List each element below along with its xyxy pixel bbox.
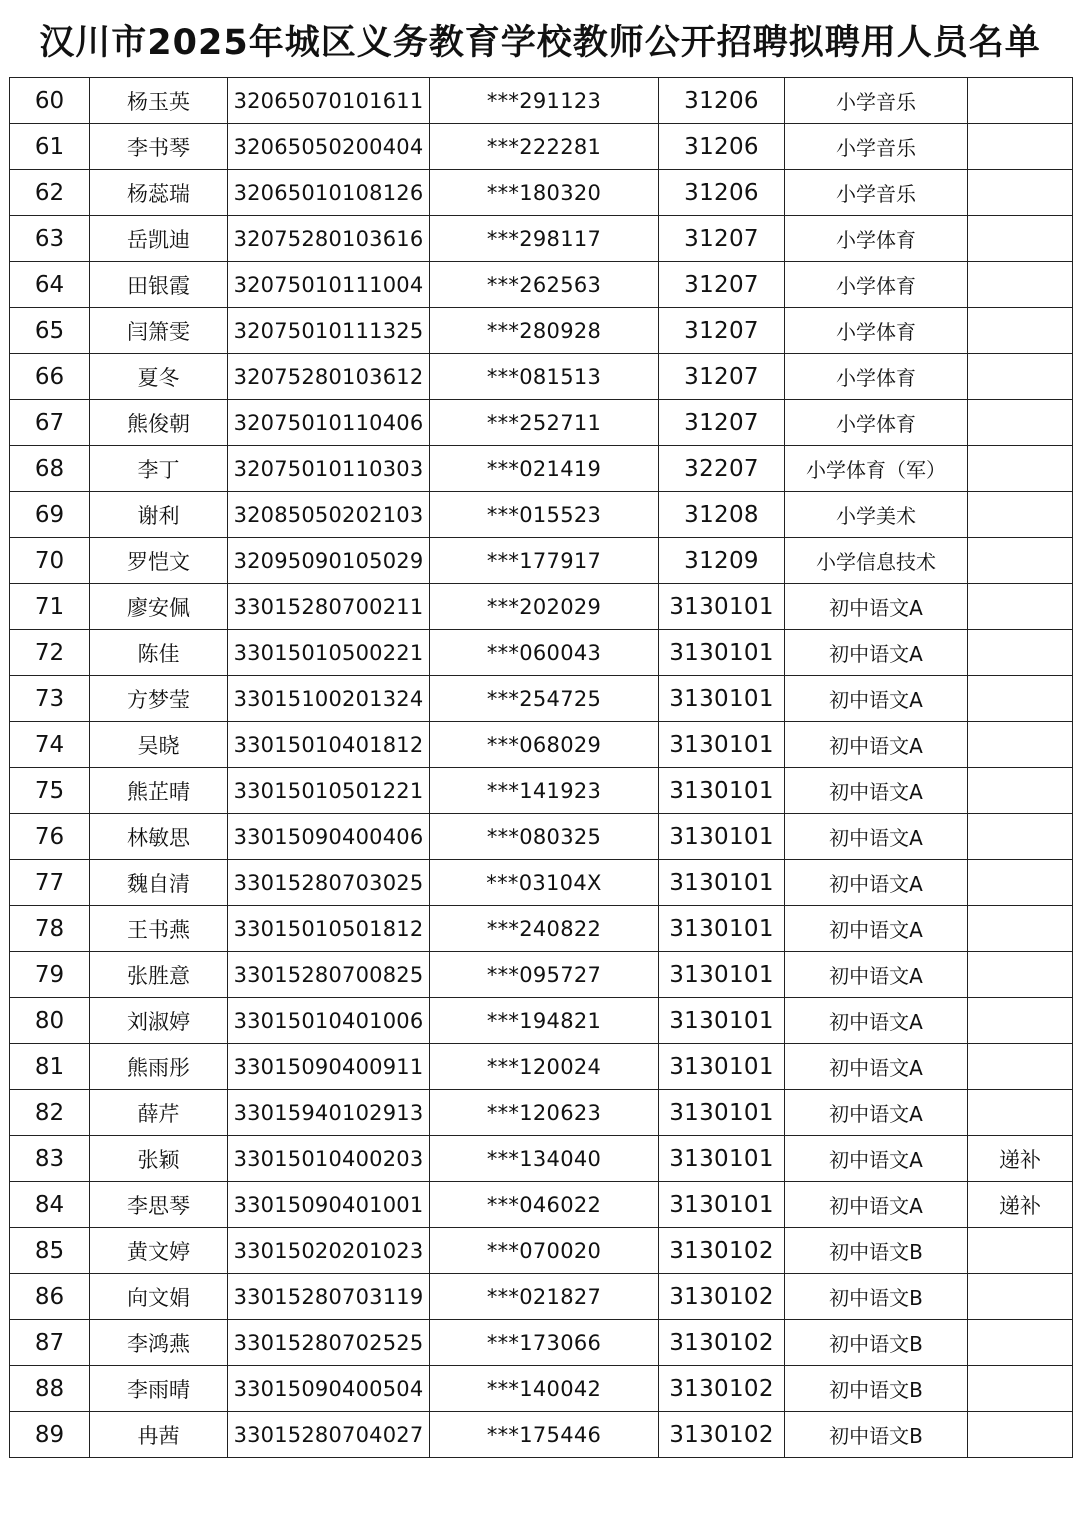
seq-cell: 89	[10, 1412, 90, 1458]
exam-number-cell: 32065010108126	[228, 170, 430, 216]
remark-cell	[968, 308, 1073, 354]
subject-cell: 初中语文A	[785, 630, 968, 676]
post-code-cell: 3130101	[659, 1136, 785, 1182]
id-number-cell: ***141923	[430, 768, 659, 814]
seq-cell: 70	[10, 538, 90, 584]
seq-cell: 81	[10, 1044, 90, 1090]
subject-cell: 小学体育（军）	[785, 446, 968, 492]
remark-cell	[968, 1366, 1073, 1412]
table-row	[10, 1182, 1073, 1228]
subject-cell: 小学音乐	[785, 124, 968, 170]
table-row	[10, 676, 1073, 722]
subject-cell: 小学体育	[785, 354, 968, 400]
subject-cell: 小学音乐	[785, 78, 968, 124]
exam-number-cell: 33015010401812	[228, 722, 430, 768]
exam-number-cell: 33015010500221	[228, 630, 430, 676]
post-code-cell: 3130101	[659, 584, 785, 630]
seq-cell: 65	[10, 308, 90, 354]
exam-number-cell: 32095090105029	[228, 538, 430, 584]
name-cell: 熊俊朝	[90, 400, 228, 446]
remark-cell	[968, 354, 1073, 400]
exam-number-cell: 33015010501812	[228, 906, 430, 952]
table-row	[10, 1136, 1073, 1182]
table-row	[10, 1412, 1073, 1458]
name-cell: 廖安佩	[90, 584, 228, 630]
seq-cell: 88	[10, 1366, 90, 1412]
post-code-cell: 3130102	[659, 1412, 785, 1458]
post-code-cell: 3130101	[659, 998, 785, 1044]
name-cell: 夏冬	[90, 354, 228, 400]
seq-cell: 67	[10, 400, 90, 446]
exam-number-cell: 32065050200404	[228, 124, 430, 170]
remark-cell	[968, 216, 1073, 262]
table-row	[10, 400, 1073, 446]
subject-cell: 初中语文B	[785, 1412, 968, 1458]
subject-cell: 初中语文A	[785, 584, 968, 630]
seq-cell: 72	[10, 630, 90, 676]
post-code-cell: 3130101	[659, 630, 785, 676]
subject-cell: 初中语文A	[785, 814, 968, 860]
seq-cell: 66	[10, 354, 90, 400]
subject-cell: 初中语文B	[785, 1366, 968, 1412]
remark-cell	[968, 1090, 1073, 1136]
name-cell: 罗恺文	[90, 538, 228, 584]
remark-cell	[968, 768, 1073, 814]
post-code-cell: 32207	[659, 446, 785, 492]
exam-number-cell: 32075010111004	[228, 262, 430, 308]
name-cell: 岳凯迪	[90, 216, 228, 262]
table-row	[10, 630, 1073, 676]
subject-cell: 初中语文B	[785, 1320, 968, 1366]
seq-cell: 73	[10, 676, 90, 722]
post-code-cell: 3130101	[659, 1182, 785, 1228]
remark-cell	[968, 1320, 1073, 1366]
id-number-cell: ***060043	[430, 630, 659, 676]
name-cell: 熊雨彤	[90, 1044, 228, 1090]
seq-cell: 62	[10, 170, 90, 216]
subject-cell: 初中语文A	[785, 1182, 968, 1228]
id-number-cell: ***068029	[430, 722, 659, 768]
id-number-cell: ***298117	[430, 216, 659, 262]
post-code-cell: 31207	[659, 308, 785, 354]
seq-cell: 69	[10, 492, 90, 538]
name-cell: 冉茜	[90, 1412, 228, 1458]
seq-cell: 79	[10, 952, 90, 998]
table-row	[10, 1320, 1073, 1366]
remark-cell	[968, 78, 1073, 124]
subject-cell: 初中语文A	[785, 998, 968, 1044]
table-row	[10, 584, 1073, 630]
exam-number-cell: 33015280703025	[228, 860, 430, 906]
id-number-cell: ***291123	[430, 78, 659, 124]
exam-number-cell: 33015280700825	[228, 952, 430, 998]
remark-cell	[968, 170, 1073, 216]
post-code-cell: 3130102	[659, 1320, 785, 1366]
post-code-cell: 31209	[659, 538, 785, 584]
subject-cell: 小学信息技术	[785, 538, 968, 584]
seq-cell: 87	[10, 1320, 90, 1366]
table-row	[10, 722, 1073, 768]
exam-number-cell: 33015280704027	[228, 1412, 430, 1458]
remark-cell	[968, 1044, 1073, 1090]
id-number-cell: ***134040	[430, 1136, 659, 1182]
id-number-cell: ***280928	[430, 308, 659, 354]
id-number-cell: ***021419	[430, 446, 659, 492]
post-code-cell: 31206	[659, 170, 785, 216]
name-cell: 陈佳	[90, 630, 228, 676]
id-number-cell: ***015523	[430, 492, 659, 538]
seq-cell: 76	[10, 814, 90, 860]
subject-cell: 小学体育	[785, 308, 968, 354]
subject-cell: 初中语文A	[785, 952, 968, 998]
name-cell: 张颖	[90, 1136, 228, 1182]
seq-cell: 68	[10, 446, 90, 492]
exam-number-cell: 33015090400406	[228, 814, 430, 860]
name-cell: 李鸿燕	[90, 1320, 228, 1366]
exam-number-cell: 33015010401006	[228, 998, 430, 1044]
post-code-cell: 3130101	[659, 768, 785, 814]
exam-number-cell: 33015280703119	[228, 1274, 430, 1320]
post-code-cell: 3130102	[659, 1366, 785, 1412]
id-number-cell: ***046022	[430, 1182, 659, 1228]
post-code-cell: 31207	[659, 262, 785, 308]
table-body	[10, 78, 1073, 1458]
subject-cell: 小学体育	[785, 216, 968, 262]
seq-cell: 75	[10, 768, 90, 814]
exam-number-cell: 33015100201324	[228, 676, 430, 722]
remark-cell	[968, 814, 1073, 860]
seq-cell: 74	[10, 722, 90, 768]
name-cell: 李书琴	[90, 124, 228, 170]
exam-number-cell: 33015010501221	[228, 768, 430, 814]
seq-cell: 84	[10, 1182, 90, 1228]
page-title: 汉川市2025年城区义务教育学校教师公开招聘拟聘用人员名单	[39, 23, 1041, 63]
subject-cell: 初中语文A	[785, 722, 968, 768]
table-row	[10, 1044, 1073, 1090]
name-cell: 闫箫雯	[90, 308, 228, 354]
subject-cell: 小学体育	[785, 262, 968, 308]
table-row	[10, 308, 1073, 354]
name-cell: 王书燕	[90, 906, 228, 952]
exam-number-cell: 33015090400911	[228, 1044, 430, 1090]
post-code-cell: 31207	[659, 216, 785, 262]
id-number-cell: ***202029	[430, 584, 659, 630]
seq-cell: 85	[10, 1228, 90, 1274]
post-code-cell: 31208	[659, 492, 785, 538]
seq-cell: 77	[10, 860, 90, 906]
table-row	[10, 906, 1073, 952]
id-number-cell: ***252711	[430, 400, 659, 446]
subject-cell: 初中语文A	[785, 1090, 968, 1136]
remark-cell	[968, 1274, 1073, 1320]
id-number-cell: ***175446	[430, 1412, 659, 1458]
name-cell: 谢利	[90, 492, 228, 538]
name-cell: 李丁	[90, 446, 228, 492]
id-number-cell: ***095727	[430, 952, 659, 998]
table-row	[10, 1090, 1073, 1136]
exam-number-cell: 33015090400504	[228, 1366, 430, 1412]
post-code-cell: 3130101	[659, 1044, 785, 1090]
remark-cell	[968, 630, 1073, 676]
remark-cell	[968, 124, 1073, 170]
name-cell: 熊芷晴	[90, 768, 228, 814]
seq-cell: 78	[10, 906, 90, 952]
exam-number-cell: 32075280103616	[228, 216, 430, 262]
id-number-cell: ***080325	[430, 814, 659, 860]
name-cell: 向文娟	[90, 1274, 228, 1320]
table-row	[10, 1274, 1073, 1320]
name-cell: 李思琴	[90, 1182, 228, 1228]
exam-number-cell: 33015090401001	[228, 1182, 430, 1228]
name-cell: 杨玉英	[90, 78, 228, 124]
id-number-cell: ***070020	[430, 1228, 659, 1274]
exam-number-cell: 32085050202103	[228, 492, 430, 538]
remark-cell	[968, 860, 1073, 906]
id-number-cell: ***194821	[430, 998, 659, 1044]
remark-cell	[968, 584, 1073, 630]
post-code-cell: 3130101	[659, 906, 785, 952]
table-row	[10, 170, 1073, 216]
remark-cell	[968, 400, 1073, 446]
name-cell: 方梦莹	[90, 676, 228, 722]
seq-cell: 63	[10, 216, 90, 262]
post-code-cell: 3130102	[659, 1228, 785, 1274]
post-code-cell: 31206	[659, 78, 785, 124]
exam-number-cell: 33015280702525	[228, 1320, 430, 1366]
exam-number-cell: 33015020201023	[228, 1228, 430, 1274]
subject-cell: 初中语文A	[785, 1044, 968, 1090]
table-row	[10, 952, 1073, 998]
table-row	[10, 446, 1073, 492]
name-cell: 杨蕊瑞	[90, 170, 228, 216]
exam-number-cell: 32075010111325	[228, 308, 430, 354]
table-row	[10, 1366, 1073, 1412]
id-number-cell: ***120623	[430, 1090, 659, 1136]
name-cell: 张胜意	[90, 952, 228, 998]
subject-cell: 初中语文B	[785, 1228, 968, 1274]
post-code-cell: 3130101	[659, 860, 785, 906]
exam-number-cell: 33015940102913	[228, 1090, 430, 1136]
subject-cell: 初中语文A	[785, 768, 968, 814]
id-number-cell: ***180320	[430, 170, 659, 216]
remark-cell	[968, 906, 1073, 952]
seq-cell: 80	[10, 998, 90, 1044]
subject-cell: 小学音乐	[785, 170, 968, 216]
id-number-cell: ***222281	[430, 124, 659, 170]
seq-cell: 61	[10, 124, 90, 170]
subject-cell: 初中语文A	[785, 676, 968, 722]
remark-cell: 递补	[968, 1182, 1073, 1228]
name-cell: 黄文婷	[90, 1228, 228, 1274]
remark-cell	[968, 722, 1073, 768]
id-number-cell: ***03104X	[430, 860, 659, 906]
subject-cell: 小学体育	[785, 400, 968, 446]
hiring-list-table	[9, 77, 1073, 1458]
exam-number-cell: 33015280700211	[228, 584, 430, 630]
remark-cell	[968, 262, 1073, 308]
id-number-cell: ***173066	[430, 1320, 659, 1366]
id-number-cell: ***254725	[430, 676, 659, 722]
name-cell: 薛芹	[90, 1090, 228, 1136]
name-cell: 刘淑婷	[90, 998, 228, 1044]
post-code-cell: 3130101	[659, 814, 785, 860]
table-row	[10, 78, 1073, 124]
table-row	[10, 1228, 1073, 1274]
remark-cell	[968, 1412, 1073, 1458]
name-cell: 吴晓	[90, 722, 228, 768]
seq-cell: 60	[10, 78, 90, 124]
name-cell: 林敏思	[90, 814, 228, 860]
exam-number-cell: 32075010110303	[228, 446, 430, 492]
remark-cell	[968, 952, 1073, 998]
subject-cell: 初中语文A	[785, 1136, 968, 1182]
exam-number-cell: 32075280103612	[228, 354, 430, 400]
post-code-cell: 31207	[659, 400, 785, 446]
table-row	[10, 538, 1073, 584]
subject-cell: 小学美术	[785, 492, 968, 538]
subject-cell: 初中语文A	[785, 906, 968, 952]
post-code-cell: 3130102	[659, 1274, 785, 1320]
post-code-cell: 3130101	[659, 1090, 785, 1136]
id-number-cell: ***177917	[430, 538, 659, 584]
remark-cell	[968, 1228, 1073, 1274]
seq-cell: 64	[10, 262, 90, 308]
table-row	[10, 216, 1073, 262]
seq-cell: 86	[10, 1274, 90, 1320]
post-code-cell: 31207	[659, 354, 785, 400]
id-number-cell: ***021827	[430, 1274, 659, 1320]
table-row	[10, 860, 1073, 906]
table-row	[10, 768, 1073, 814]
exam-number-cell: 32075010110406	[228, 400, 430, 446]
id-number-cell: ***262563	[430, 262, 659, 308]
table-row	[10, 354, 1073, 400]
id-number-cell: ***140042	[430, 1366, 659, 1412]
remark-cell	[968, 676, 1073, 722]
post-code-cell: 31206	[659, 124, 785, 170]
table-row	[10, 124, 1073, 170]
remark-cell	[968, 998, 1073, 1044]
seq-cell: 83	[10, 1136, 90, 1182]
remark-cell	[968, 446, 1073, 492]
subject-cell: 初中语文B	[785, 1274, 968, 1320]
name-cell: 李雨晴	[90, 1366, 228, 1412]
table-row	[10, 814, 1073, 860]
subject-cell: 初中语文A	[785, 860, 968, 906]
id-number-cell: ***120024	[430, 1044, 659, 1090]
name-cell: 田银霞	[90, 262, 228, 308]
name-cell: 魏自清	[90, 860, 228, 906]
table-row	[10, 262, 1073, 308]
id-number-cell: ***081513	[430, 354, 659, 400]
exam-number-cell: 33015010400203	[228, 1136, 430, 1182]
table-row	[10, 998, 1073, 1044]
remark-cell	[968, 492, 1073, 538]
remark-cell: 递补	[968, 1136, 1073, 1182]
seq-cell: 71	[10, 584, 90, 630]
table-row	[10, 492, 1073, 538]
post-code-cell: 3130101	[659, 952, 785, 998]
seq-cell: 82	[10, 1090, 90, 1136]
id-number-cell: ***240822	[430, 906, 659, 952]
post-code-cell: 3130101	[659, 676, 785, 722]
remark-cell	[968, 538, 1073, 584]
post-code-cell: 3130101	[659, 722, 785, 768]
exam-number-cell: 32065070101611	[228, 78, 430, 124]
